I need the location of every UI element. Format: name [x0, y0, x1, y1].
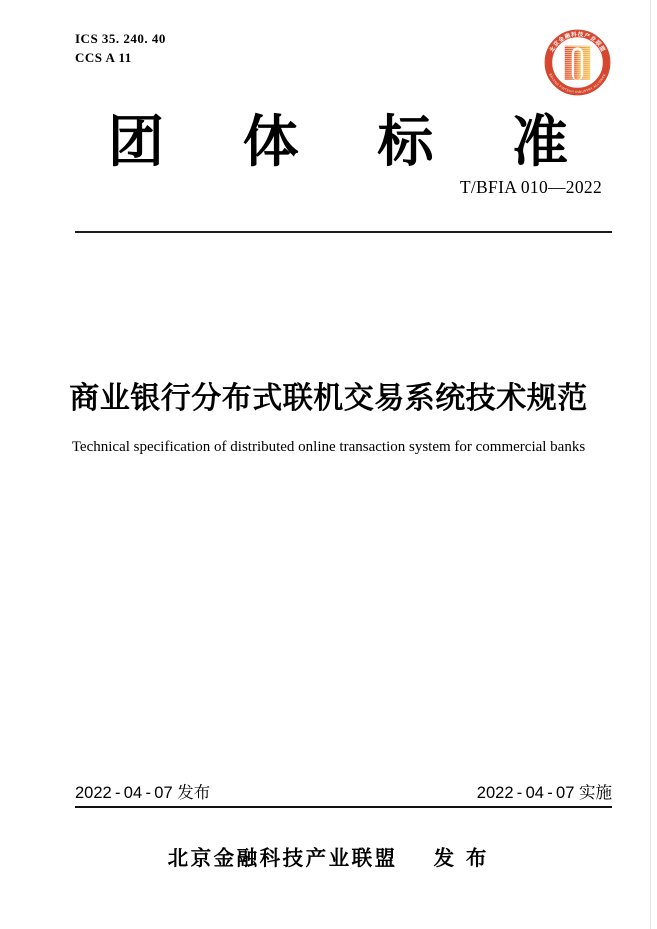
- type-char-4: 准: [511, 110, 568, 173]
- publish-label: 发 布: [433, 847, 490, 870]
- ccs-code: CCS A 11: [75, 50, 132, 65]
- implementation-date: 2022 - 04 - 07 实施: [476, 784, 612, 802]
- document-title-en: Technical specification of distributed online transaction system for commercial banks: [71, 439, 586, 455]
- ics-code: ICS 35. 240. 40: [75, 31, 166, 46]
- standard-number: T/BFIA 010—2022: [459, 177, 602, 197]
- page-edge-line: [650, 0, 651, 929]
- publisher-row: [40, 841, 617, 871]
- classification-codes: [75, 29, 166, 67]
- document-title-zh: 商业银行分布式联机交易系统技术规范: [69, 382, 588, 415]
- seal-top-text: 北京金融科技产业联盟: [549, 31, 606, 54]
- header-divider: [75, 231, 612, 233]
- publisher-name: 北京金融科技产业联盟: [167, 847, 398, 870]
- alliance-seal-logo: [544, 29, 611, 96]
- type-char-2: 体: [242, 110, 299, 173]
- standard-type-title: [108, 112, 568, 172]
- seal-center-emblem: [563, 46, 591, 81]
- issue-date: 2022 - 04 - 07 发布: [75, 784, 211, 802]
- type-char-1: 团: [108, 110, 164, 173]
- type-char-3: 标: [377, 110, 434, 173]
- date-row: [75, 785, 612, 808]
- seal-bottom-text: BEIJING FINTECH INDUSTRY ALLIANCE: [548, 72, 607, 94]
